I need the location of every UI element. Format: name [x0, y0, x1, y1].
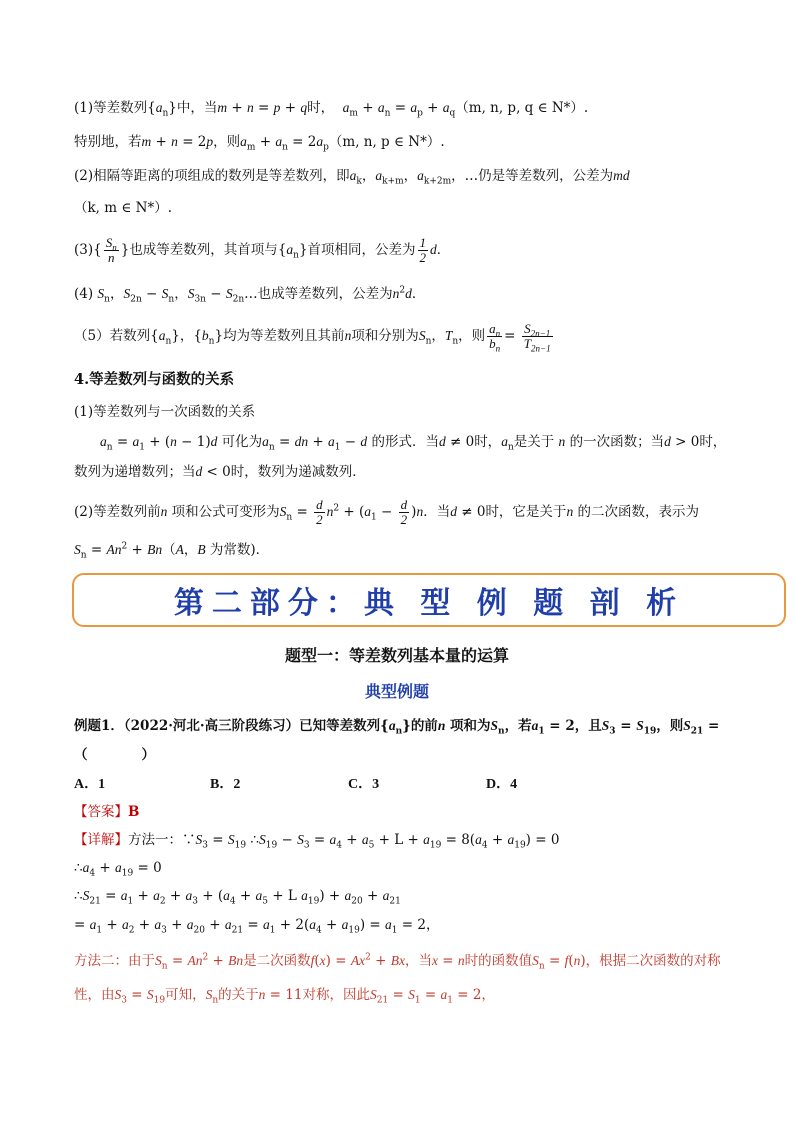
section-4-sub1: (1)等差数列与一次函数的关系 — [74, 404, 256, 420]
section-4-line2: 数列为递增数列；当d < 0时，数列为递减数列． — [74, 464, 366, 480]
property-2: (2)相隔等距离的项组成的数列是等差数列，即$a_k$，$a_{k+m}$，$a_{k+2m}$，…仍是等差数列，公差为md — [74, 168, 630, 187]
option-c: C．3 — [348, 777, 380, 792]
answer-line: 【答案】B — [74, 804, 140, 820]
property-1-special: 特别地，若m + n = 2p，则$a_m + a_n = 2a_p(m$, n, p ∈ N*）. — [74, 134, 445, 153]
banner-title: 第二部分：典 型 例 题 剖 析 — [173, 586, 685, 621]
property-2-cond: （k, m ∈ N*）. — [74, 200, 172, 216]
detail-line-3: $\therefore S_{21} = a_1 + a_2 + a_3 + (a_4 + a_5 + L$ $a_{19}) + a_{20} + a_{21}$ — [74, 888, 401, 907]
method-2-line-1: 方法二：由于$S_n = An^2 + Bn$是二次函数$f(x) = Ax^2 + Bx$，当x = n时的函数值$S_n = f(n)$，根据二次函数的对称 — [74, 952, 721, 972]
section-4-heading: 4.等差数列与函数的关系 — [74, 371, 235, 388]
property-5: （5）若数列$\{a_n\}$，$\{b_n\}$均为等差数列且其前n项和分别为$S_n$，$T_n$，则 $\frac{a_n}{b_n}$ = $\frac{S_{2n-1}}{T_{2n-1}}$ — [74, 321, 551, 354]
type-1-subheading: 典型例题 — [364, 682, 429, 701]
option-a: A．1 — [74, 777, 106, 792]
property-3: (3){ $\frac{S_n}{n}$ }也成等差数列，其首项与$\{a_n\}$首项相同，公差为 $\frac{1}{2}$ d． — [74, 235, 451, 265]
section-4-line1: $a_n = a_1 + (n - 1)d$ 可化为$a_n$ = dn + $a_1 - d$ 的形式．当d ≠ 0时，$a_n$是关于 n 的一次函数；当d > 0时， — [100, 434, 727, 453]
property-4: (4) $S_n$，$S_{2n} - S_n$，$S_{3n}$ − $S_{2n}\dots$也成等差数列，公差为$n^2d$． — [74, 285, 426, 305]
detail-line-1: 【详解】方法一：$\because S_3 = S_{19}$ $\therefore S_{19} - S_3 = a_4 + a_5 + L + a_{19} = 8(a_4 + a_{19}) = 0$ — [74, 832, 560, 851]
option-d: D．4 — [486, 777, 518, 792]
example-1-stem: 例题1．（2022·河北·高三阶段练习）已知等差数列$\{a_n\}$的前n 项和为$S_n$，若$a_1 = 2$，且$S_3 = S_{19}$，则$S_{21}$ = — [74, 718, 720, 737]
property-1: (1)等差数列$\{a_n\}$中，当m + n = p + q时， $a_m + a_n = a_p + a_q(m$, n, p, q ∈ N*）. — [74, 100, 589, 119]
method-2-line-2: 性，由$S_3 = S_{19}$可知，$S_n$的关于n = 11对称，因此$S_{21} = S_1 = a_1 = 2$， — [74, 987, 495, 1006]
option-b: B．2 — [210, 777, 241, 792]
detail-line-2: $\therefore a_4 + a_{19} = 0$ — [74, 860, 162, 879]
detail-line-4: = $a_1 + a_2 + a_3 + a_{20} + a_{21} = a_1 + 2(a_4 + a_{19}) = a_1 = 2$， — [74, 917, 440, 936]
section-4-sub2-b: $S_n = An^2 + Bn(A$，B 为常数)． — [74, 541, 270, 561]
section-banner — [72, 573, 786, 627]
section-4-sub2: (2)等差数列前n 项和公式可变形为$S_n$ = $\frac{d}{2}$ $n^2 + (a_1$ − $\frac{d}{2}$ )n．当d ≠ 0时，它是关于n 的二次函数，表示为 — [74, 497, 699, 527]
example-1-blank: （ ） — [74, 747, 155, 763]
type-1-heading: 题型一：等差数列基本量的运算 — [284, 646, 509, 665]
